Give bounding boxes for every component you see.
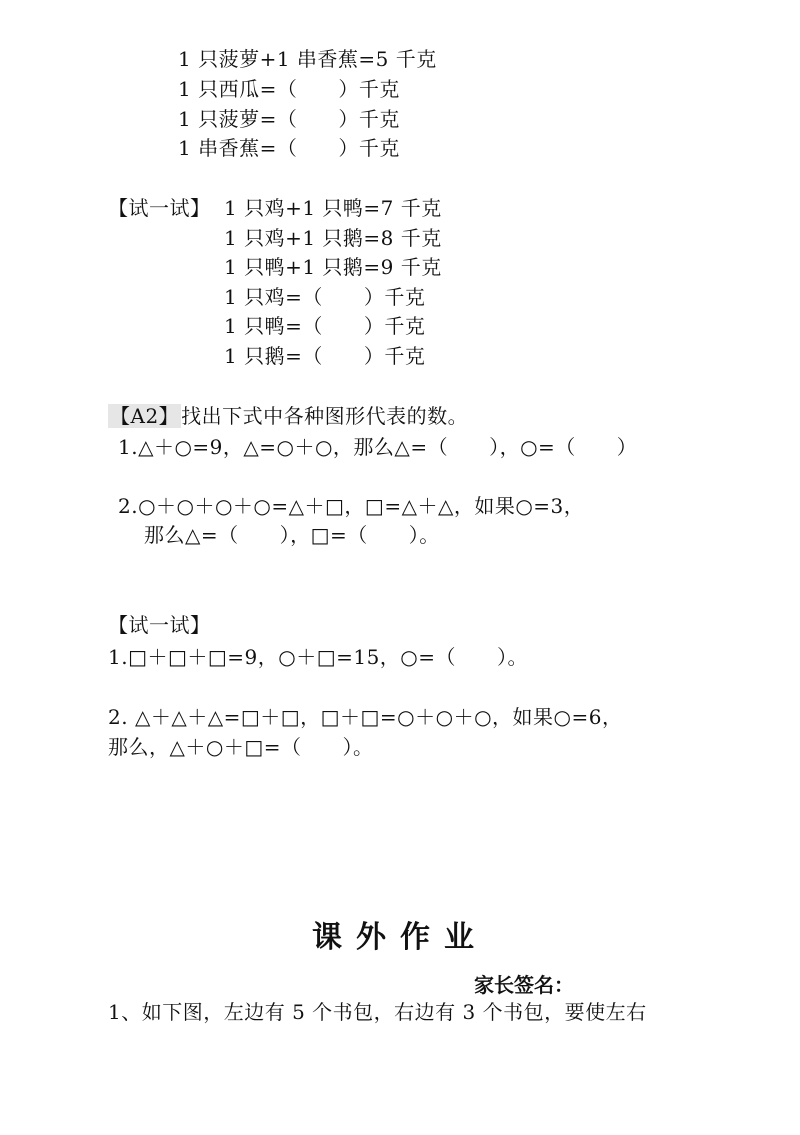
equation-line: 1 只菠萝+1 串香蕉=5 千克 <box>178 47 437 71</box>
question-2-line-2: 那么，△＋○＋□=（ ）。 <box>108 735 374 759</box>
equation-line: 1 只鸭+1 只鹅=9 千克 <box>224 255 442 279</box>
answer-line: 1 串香蕉=（ ）千克 <box>178 136 400 160</box>
answer-line: 1 只西瓜=（ ）千克 <box>178 77 400 101</box>
question-1: 1.△＋○=9，△=○＋○，那么△=（ ），○=（ ） <box>118 435 638 459</box>
answer-line: 1 只鸭=（ ）千克 <box>224 314 426 338</box>
equation-line: 1 只鸡+1 只鸭=7 千克 <box>224 196 442 220</box>
try-label: 【试一试】 <box>108 196 211 220</box>
try-label: 【试一试】 <box>108 613 211 637</box>
question-2-line-1: 2.○＋○＋○＋○=△＋□，□=△＋△，如果○=3， <box>118 494 585 518</box>
answer-line: 1 只鹅=（ ）千克 <box>224 344 426 368</box>
a2-label: 【A2】 <box>110 404 180 428</box>
homework-question-1: 1、如下图，左边有 5 个书包，右边有 3 个书包，要使左右 <box>108 1000 647 1024</box>
a2-header <box>108 403 468 429</box>
answer-line: 1 只鸡=（ ）千克 <box>224 285 426 309</box>
question-2-line-2: 那么△=（ ），□=（ ）。 <box>144 523 440 547</box>
homework-title: 课外作业 <box>312 920 488 955</box>
answer-line: 1 只菠萝=（ ）千克 <box>178 107 400 131</box>
equation-line: 1 只鸡+1 只鹅=8 千克 <box>224 226 442 250</box>
question-1: 1.□＋□＋□=9，○＋□=15，○=（ ）。 <box>108 645 529 669</box>
parent-signature-label: 家长签名： <box>474 973 574 997</box>
a2-instruction: 找出下式中各种图形代表的数。 <box>181 404 469 428</box>
question-2-line-1: 2. △＋△＋△=□＋□，□＋□=○＋○＋○，如果○=6， <box>108 705 623 729</box>
